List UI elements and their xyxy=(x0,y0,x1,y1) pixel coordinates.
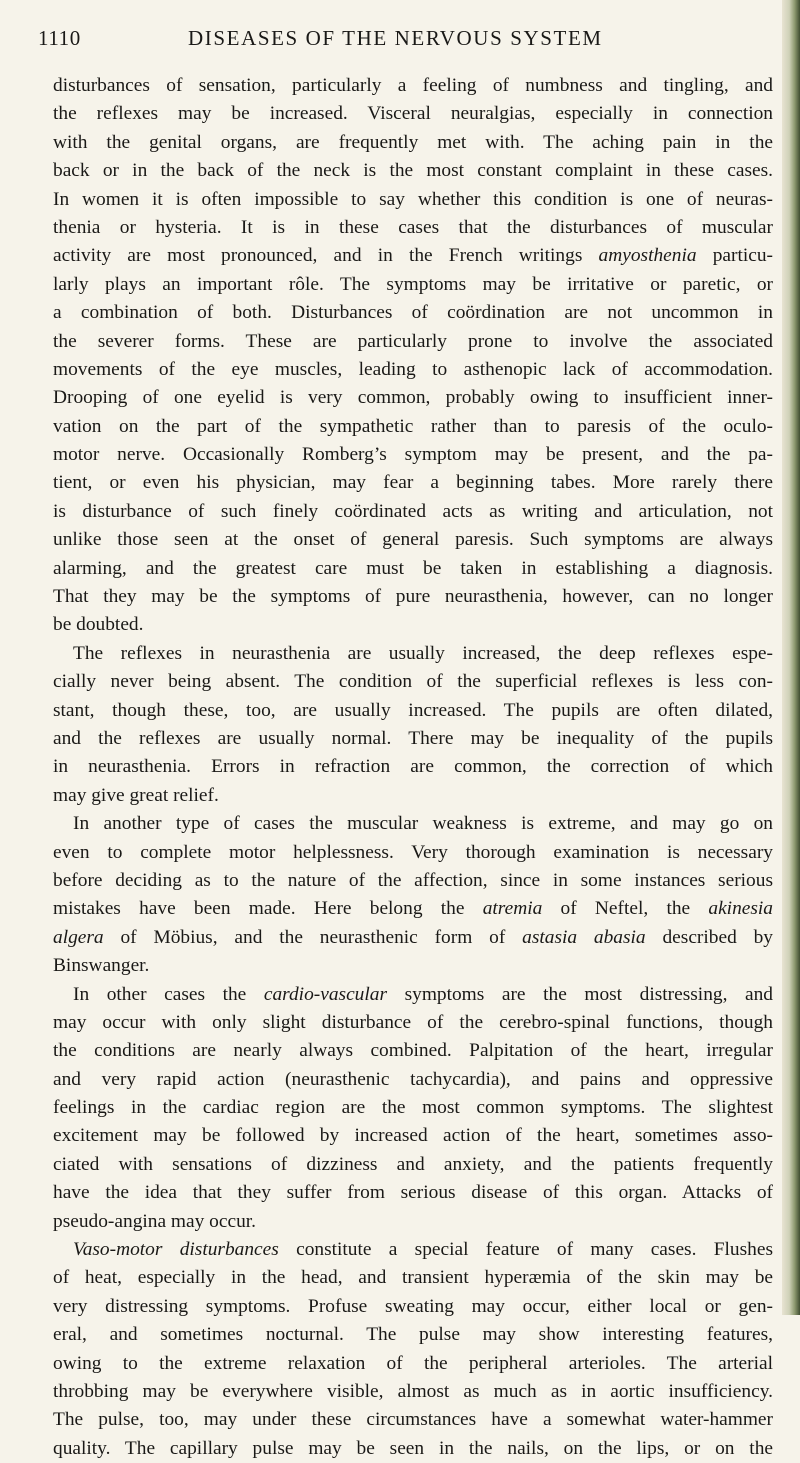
text-line: quality. The capillary pulse may be seen in the nails, on the lips, or on the xyxy=(53,1437,773,1459)
text-run: mistakes have been made. Here belong the xyxy=(53,898,483,920)
italic-term: astasia abasia xyxy=(522,926,646,948)
text-line: may occur with only slight disturbance of the cerebro-spinal functions, though xyxy=(53,1011,773,1033)
text-line: Drooping of one eyelid is very common, probably owing to insufficient inner- xyxy=(53,387,773,409)
text-line: The reflexes in neurasthenia are usually increased, the deep reflexes espe- xyxy=(73,642,773,664)
text-line: unlike those seen at the onset of general paresis. Such symptoms are always xyxy=(53,529,773,551)
text-line: That they may be the symptoms of pure neurasthenia, however, can no longer xyxy=(53,586,773,608)
text-line: pseudo-angina may occur. xyxy=(53,1210,256,1232)
text-line: In women it is often impossible to say whether this condition is one of neuras- xyxy=(53,188,773,210)
italic-term: cardio-vascular xyxy=(263,983,388,1005)
italic-term: atremia xyxy=(482,898,543,920)
italic-term: Vaso-motor disturbances xyxy=(73,1239,279,1261)
page-edge xyxy=(782,0,800,1315)
text-line: and very rapid action (neurasthenic tachycardia), and pains and oppressive xyxy=(53,1068,773,1090)
text-line: Binswanger. xyxy=(53,955,150,977)
text-line: tient, or even his physician, may fear a beginning tabes. More rarely there xyxy=(53,472,773,494)
text-line: very distressing symptoms. Profuse sweating may occur, either local or gen- xyxy=(53,1295,773,1317)
italic-term: akinesia xyxy=(708,898,773,920)
text-line: alarming, and the greatest care must be taken in establishing a diagnosis. xyxy=(53,557,773,579)
text-line: the reflexes may be increased. Visceral neuralgias, especially in connection xyxy=(53,103,773,125)
text-line: owing to the extreme relaxation of the peripheral arterioles. The arterial xyxy=(53,1352,773,1374)
text-line: movements of the eye muscles, leading to asthenopic lack of accommodation. xyxy=(53,358,773,380)
text-line xyxy=(53,242,773,270)
text-line: the conditions are nearly always combined. Palpitation of the heart, irregular xyxy=(53,1040,773,1062)
text-line: In another type of cases the muscular weakness is extreme, and may go on xyxy=(73,813,773,835)
text-line: stant, though these, too, are usually increased. The pupils are often dilated, xyxy=(53,699,773,721)
text-line: disturbances of sensation, particularly a feeling of numbness and tingling, and xyxy=(53,75,773,96)
text-line: larly plays an important rôle. The symptoms may be irritative or paretic, or xyxy=(53,273,773,295)
text-line: may give great relief. xyxy=(53,784,219,806)
text-line xyxy=(53,1236,773,1264)
text-line: the severer forms. These are particularly prone to involve the associated xyxy=(53,330,773,352)
text-line: a combination of both. Disturbances of coördination are not uncommon in xyxy=(53,302,773,324)
running-title: DISEASES OF THE NERVOUS SYSTEM xyxy=(188,26,603,50)
text-line: have the idea that they suffer from serious disease of this organ. Attacks of xyxy=(53,1182,773,1204)
text-line: back or in the back of the neck is the most constant complaint in these cases. xyxy=(53,160,773,182)
italic-term: amyosthenia xyxy=(598,245,697,267)
text-run: In other cases the xyxy=(73,983,264,1005)
text-line: even to complete motor helplessness. Very thorough examination is necessary xyxy=(53,841,773,863)
text-line: feelings in the cardiac region are the most common symptoms. The slightest xyxy=(53,1097,773,1119)
text-line: and the reflexes are usually normal. There may be inequality of the pupils xyxy=(53,727,773,749)
text-line: cially never being absent. The condition of the superficial reflexes is less con- xyxy=(53,671,773,693)
text-run: of Möbius, and the neurasthenic form of xyxy=(103,926,523,948)
text-line: ciated with sensations of dizziness and anxiety, and the patients frequently xyxy=(53,1153,773,1175)
body-text xyxy=(53,72,773,1463)
text-run: particu- xyxy=(696,245,773,267)
text-line: throbbing may be everywhere visible, almost as much as in aortic insufficiency. xyxy=(53,1380,773,1402)
text-line: vation on the part of the sympathetic rather than to paresis of the oculo- xyxy=(53,415,773,437)
text-line: be doubted. xyxy=(53,614,144,636)
text-line xyxy=(53,924,773,952)
text-run: symptoms are the most distressing, and xyxy=(387,983,773,1005)
text-line: eral, and sometimes nocturnal. The pulse may show interesting features, xyxy=(53,1324,773,1346)
italic-term: algera xyxy=(53,926,104,948)
text-run: of Neftel, the xyxy=(542,898,709,920)
text-line: of heat, especially in the head, and transient hyperæmia of the skin may be xyxy=(53,1267,773,1289)
text-line: before deciding as to the nature of the affection, since in some instances serious xyxy=(53,869,773,891)
text-line: The pulse, too, may under these circumstances have a somewhat water-hammer xyxy=(53,1409,773,1431)
page-number: 1110 xyxy=(38,26,81,50)
text-line: excitement may be followed by increased action of the heart, sometimes asso- xyxy=(53,1125,773,1147)
text-line: thenia or hysteria. It is in these cases that the disturbances of muscular xyxy=(53,216,773,238)
text-run: constitute a special feature of many cases. Flushes xyxy=(278,1239,773,1261)
text-line: is disturbance of such finely coördinated acts as writing and articulation, not xyxy=(53,500,773,522)
text-line: motor nerve. Occasionally Romberg’s symptom may be present, and the pa- xyxy=(53,444,773,466)
text-line: in neurasthenia. Errors in refraction are common, the correction of which xyxy=(53,756,773,778)
text-line xyxy=(53,981,773,1009)
text-line: with the genital organs, are frequently met with. The aching pain in the xyxy=(53,131,773,153)
text-run: described by xyxy=(645,926,774,948)
page-header xyxy=(38,20,773,56)
text-run: activity are most pronounced, and in the French writings xyxy=(53,245,599,267)
text-line xyxy=(53,895,773,923)
